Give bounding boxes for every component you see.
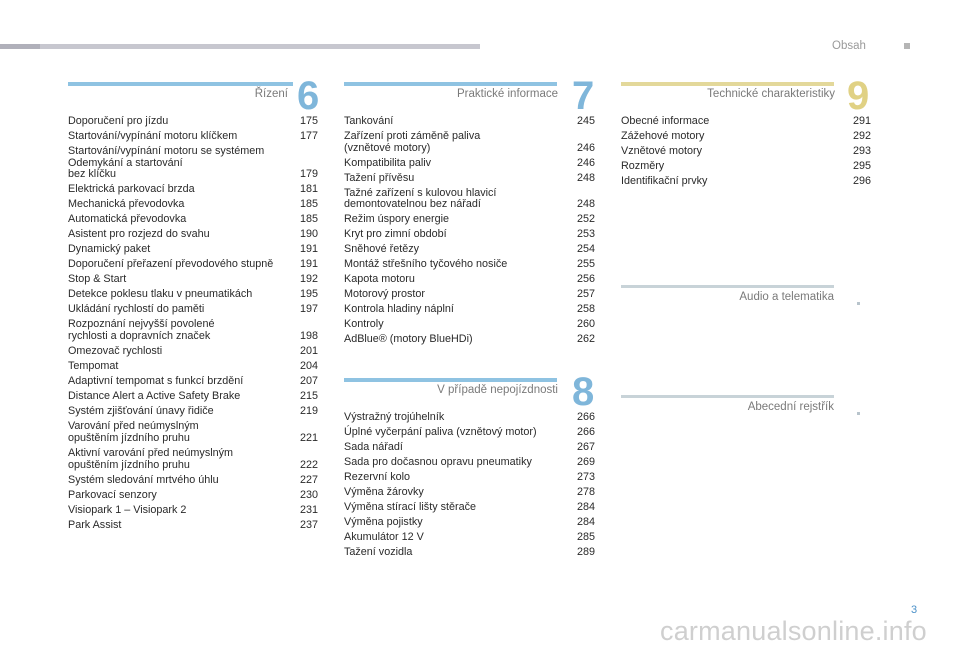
- toc-entry[interactable]: [68, 346, 318, 361]
- toc-entry[interactable]: [344, 334, 595, 349]
- toc-entry[interactable]: [68, 289, 318, 304]
- toc-entry[interactable]: [344, 116, 595, 131]
- toc-entry-page: 256: [576, 273, 595, 286]
- toc-entry-text: Park Assist: [68, 518, 122, 531]
- toc-entry[interactable]: [68, 244, 318, 259]
- toc-entry-page: 195: [299, 288, 318, 301]
- toc-entry[interactable]: [344, 229, 595, 244]
- toc-entry-page: 257: [576, 288, 595, 301]
- toc-entry-text: Distance Alert a Active Safety Brake: [68, 390, 241, 403]
- toc-entry-text: Doporučení přeřazení převodového stupně: [68, 258, 274, 271]
- toc-entry-text: Tažné zařízení s kulovou hlavicí demontovatelnou bez nářadí: [344, 186, 497, 211]
- toc-entry-page: 295: [852, 160, 871, 172]
- toc-entry-text: Zážehové motory: [621, 130, 705, 142]
- toc-entry-page: 284: [576, 516, 595, 528]
- toc-entry[interactable]: [344, 532, 595, 547]
- toc-entry-text: Tažení přívěsu: [344, 171, 415, 184]
- toc-entry-page: 269: [576, 456, 595, 468]
- toc-entry[interactable]: [68, 214, 318, 229]
- toc-entry-text: Rezervní kolo: [344, 471, 411, 483]
- toc-entry-text: Výměna žárovky: [344, 486, 424, 498]
- toc-entry-page: 255: [576, 258, 595, 271]
- toc-entry[interactable]: [68, 116, 318, 131]
- toc-entry-text: Zařízení proti záměně paliva (vznětové motory): [344, 130, 481, 154]
- toc-entry-page: 181: [299, 183, 318, 196]
- toc-entry[interactable]: [68, 319, 318, 346]
- toc-entry[interactable]: [68, 274, 318, 289]
- toc-entry-text: Startování/vypínání motoru klíčkem: [68, 130, 238, 142]
- toc-entry[interactable]: [344, 173, 595, 188]
- section-bar: [621, 82, 834, 86]
- toc-entry-text: Výstražný trojúhelník: [344, 411, 445, 423]
- section-title: Audio a telematika: [739, 291, 834, 303]
- top-progress-bar-start: [0, 44, 40, 49]
- toc-entry-page: 221: [299, 431, 318, 444]
- toc-entry-page: 204: [299, 360, 318, 373]
- toc-entry-page: 198: [299, 330, 318, 343]
- toc-entry-page: 252: [576, 213, 595, 226]
- toc-entry[interactable]: [621, 116, 871, 131]
- toc-entry-page: 292: [852, 130, 871, 142]
- toc-entry-page: 227: [299, 473, 318, 486]
- toc-entry-page: 266: [576, 411, 595, 423]
- section-dot: [857, 302, 860, 305]
- page-number: 3: [911, 604, 918, 616]
- toc-entry-text: Automatická převodovka: [68, 213, 187, 226]
- toc-entry[interactable]: [344, 158, 595, 173]
- toc-entry-page: 185: [299, 198, 318, 211]
- toc-entry-text: Montáž střešního tyčového nosiče: [344, 258, 508, 271]
- header-square-marker: [904, 43, 910, 49]
- toc-entry-page: 192: [299, 273, 318, 286]
- section-entries: [344, 116, 595, 349]
- toc-entry-text: Kompatibilita paliv: [344, 156, 432, 169]
- toc-entry[interactable]: [68, 406, 318, 421]
- toc-entry-text: Výměna pojistky: [344, 516, 423, 528]
- section-title: V případě nepojízdnosti: [437, 384, 558, 396]
- toc-entry-text: Stop & Start: [68, 273, 127, 286]
- toc-entry[interactable]: [344, 502, 595, 517]
- toc-entry-text: Vznětové motory: [621, 145, 703, 157]
- toc-entry[interactable]: [68, 184, 318, 199]
- toc-entry-text: Tankování: [344, 115, 394, 127]
- toc-entry-text: Režim úspory energie: [344, 213, 450, 226]
- toc-entry[interactable]: [344, 472, 595, 487]
- toc-entry[interactable]: [344, 319, 595, 334]
- toc-entry[interactable]: [344, 547, 595, 562]
- toc-entry-text: Sněhové řetězy: [344, 243, 420, 256]
- section-title: Řízení: [254, 88, 288, 100]
- toc-entry-text: Kontrola hladiny náplní: [344, 303, 454, 316]
- toc-entry[interactable]: [68, 131, 318, 146]
- toc-entry-page: 245: [576, 115, 595, 127]
- top-progress-bar: [0, 44, 480, 49]
- toc-entry-text: Sada pro dočasnou opravu pneumatiky: [344, 456, 532, 468]
- toc-entry-page: 231: [299, 503, 318, 516]
- toc-entry[interactable]: [344, 188, 595, 215]
- toc-entry-page: 284: [576, 501, 595, 513]
- toc-entry[interactable]: [68, 448, 318, 475]
- toc-entry[interactable]: [68, 475, 318, 490]
- toc-entry-page: 222: [299, 458, 318, 471]
- section-number: 6: [297, 74, 320, 118]
- toc-entry-text: Ukládání rychlostí do paměti: [68, 303, 205, 316]
- toc-entry-page: 191: [299, 243, 318, 256]
- toc-entry[interactable]: [68, 361, 318, 376]
- toc-entry[interactable]: [68, 490, 318, 505]
- toc-entry-page: 246: [576, 141, 595, 154]
- toc-entry-page: 215: [299, 390, 318, 403]
- toc-entry-text: Sada nářadí: [344, 441, 403, 453]
- toc-entry-text: Aktivní varování před neúmyslným opuštěním jízdního pruhu: [68, 446, 234, 471]
- toc-entry-text: Varování před neúmyslným opuštěním jízdního pruhu: [68, 420, 199, 444]
- section-bar: [621, 395, 834, 398]
- toc-entry-page: 219: [299, 405, 318, 418]
- toc-entry[interactable]: [621, 146, 871, 161]
- toc-entry-page: 266: [576, 426, 595, 438]
- toc-entry-page: 291: [852, 115, 871, 127]
- toc-entry-text: Rozpoznání nejvyšší povolené rychlosti a dopravních značek: [68, 318, 215, 343]
- toc-entry[interactable]: [344, 517, 595, 532]
- toc-entry[interactable]: [344, 259, 595, 274]
- toc-entry[interactable]: [68, 391, 318, 406]
- toc-entry-page: 296: [852, 175, 871, 187]
- toc-entry-page: 278: [576, 486, 595, 498]
- toc-entry[interactable]: [68, 376, 318, 391]
- section-number: 7: [572, 74, 595, 118]
- toc-entry-text: Systém zjišťování únavy řidiče: [68, 405, 214, 418]
- section-title: Technické charakteristiky: [707, 88, 835, 100]
- toc-entry[interactable]: [68, 146, 318, 184]
- toc-entry-text: Omezovač rychlosti: [68, 345, 163, 358]
- toc-entry-text: Kapota motoru: [344, 273, 415, 286]
- toc-entry-text: Rozměry: [621, 160, 665, 172]
- toc-entry-text: Mechanická převodovka: [68, 198, 185, 211]
- toc-entry-page: 267: [576, 441, 595, 453]
- toc-entry[interactable]: [621, 161, 871, 176]
- toc-entry-text: Identifikační prvky: [621, 175, 708, 187]
- section-entries: [621, 116, 871, 191]
- section-title: Abecední rejstřík: [747, 401, 834, 413]
- toc-entry-text: Obecné informace: [621, 115, 710, 127]
- toc-entry[interactable]: [344, 412, 595, 427]
- toc-entry-page: 289: [576, 546, 595, 558]
- toc-entry-text: Adaptivní tempomat s funkcí brzdění: [68, 375, 244, 388]
- section-dot: [857, 412, 860, 415]
- section-title: Praktické informace: [457, 88, 558, 100]
- toc-entry[interactable]: [68, 505, 318, 520]
- section-entries: [344, 412, 595, 562]
- toc-entry[interactable]: [68, 304, 318, 319]
- toc-entry-text: Výměna stírací lišty stěrače: [344, 501, 477, 513]
- toc-entry[interactable]: [344, 274, 595, 289]
- watermark: carmanualsonline.info: [660, 616, 927, 646]
- toc-entry-page: 207: [299, 375, 318, 388]
- toc-entry[interactable]: [621, 131, 871, 146]
- toc-entry[interactable]: [344, 457, 595, 472]
- toc-entry-text: Dynamický paket: [68, 243, 151, 256]
- toc-entry[interactable]: [344, 244, 595, 259]
- toc-entry-text: Doporučení pro jízdu: [68, 115, 169, 127]
- toc-entry-page: 179: [299, 168, 318, 181]
- toc-entry-page: 285: [576, 531, 595, 543]
- toc-entry-page: 201: [299, 345, 318, 358]
- toc-entry[interactable]: [344, 487, 595, 502]
- toc-entry-text: Kontroly: [344, 318, 384, 331]
- toc-entry-text: Tempomat: [68, 360, 119, 373]
- toc-entry-page: 254: [576, 243, 595, 256]
- toc-entry[interactable]: [68, 520, 318, 535]
- toc-entry-page: 246: [576, 156, 595, 169]
- toc-entry-page: 248: [576, 171, 595, 184]
- toc-entry-page: 237: [299, 518, 318, 531]
- toc-entry-text: Visiopark 1 – Visiopark 2: [68, 503, 187, 516]
- section-entries: [68, 116, 318, 535]
- toc-entry-page: 260: [576, 318, 595, 331]
- toc-entry-text: Motorový prostor: [344, 288, 426, 301]
- toc-entry-page: 177: [299, 130, 318, 142]
- toc-entry-page: 190: [299, 228, 318, 241]
- toc-entry[interactable]: [344, 131, 595, 158]
- toc-entry[interactable]: [68, 229, 318, 244]
- toc-entry[interactable]: [68, 421, 318, 448]
- toc-entry-page: 293: [852, 145, 871, 157]
- toc-entry[interactable]: [344, 214, 595, 229]
- toc-entry-text: Systém sledování mrtvého úhlu: [68, 473, 219, 486]
- toc-entry-text: Akumulátor 12 V: [344, 531, 424, 543]
- section-bar: [344, 82, 557, 86]
- toc-entry[interactable]: [68, 259, 318, 274]
- toc-entry-text: Elektrická parkovací brzda: [68, 183, 195, 196]
- section-bar: [344, 378, 557, 382]
- toc-entry-text: AdBlue® (motory BlueHDi): [344, 333, 473, 346]
- toc-entry-text: Startování/vypínání motoru se systémem Odemykání a startování bez klíčku: [68, 145, 265, 181]
- header-title: Obsah: [832, 40, 866, 52]
- toc-entry[interactable]: [344, 304, 595, 319]
- section-bar: [621, 285, 834, 288]
- toc-entry-page: 258: [576, 303, 595, 316]
- toc-entry[interactable]: [344, 427, 595, 442]
- toc-entry[interactable]: [344, 442, 595, 457]
- toc-entry-text: Kryt pro zimní období: [344, 228, 447, 241]
- toc-entry-page: 248: [576, 198, 595, 211]
- section-bar: [68, 82, 293, 86]
- toc-entry-text: Detekce poklesu tlaku v pneumatikách: [68, 288, 253, 301]
- toc-entry-page: 197: [299, 303, 318, 316]
- toc-entry-page: 262: [576, 333, 595, 346]
- toc-entry-page: 273: [576, 471, 595, 483]
- toc-entry-page: 253: [576, 228, 595, 241]
- toc-entry-page: 175: [299, 115, 318, 127]
- toc-entry[interactable]: [621, 176, 871, 191]
- toc-entry-text: Asistent pro rozjezd do svahu: [68, 228, 210, 241]
- toc-entry[interactable]: [344, 289, 595, 304]
- toc-entry-page: 185: [299, 213, 318, 226]
- toc-entry-page: 230: [299, 488, 318, 501]
- toc-entry-text: Tažení vozidla: [344, 546, 413, 558]
- toc-entry[interactable]: [68, 199, 318, 214]
- toc-entry-text: Parkovací senzory: [68, 488, 157, 501]
- toc-entry-text: Úplné vyčerpání paliva (vznětový motor): [344, 426, 537, 438]
- toc-entry-page: 191: [299, 258, 318, 271]
- section-number: 8: [572, 370, 595, 414]
- section-number: 9: [847, 74, 870, 118]
